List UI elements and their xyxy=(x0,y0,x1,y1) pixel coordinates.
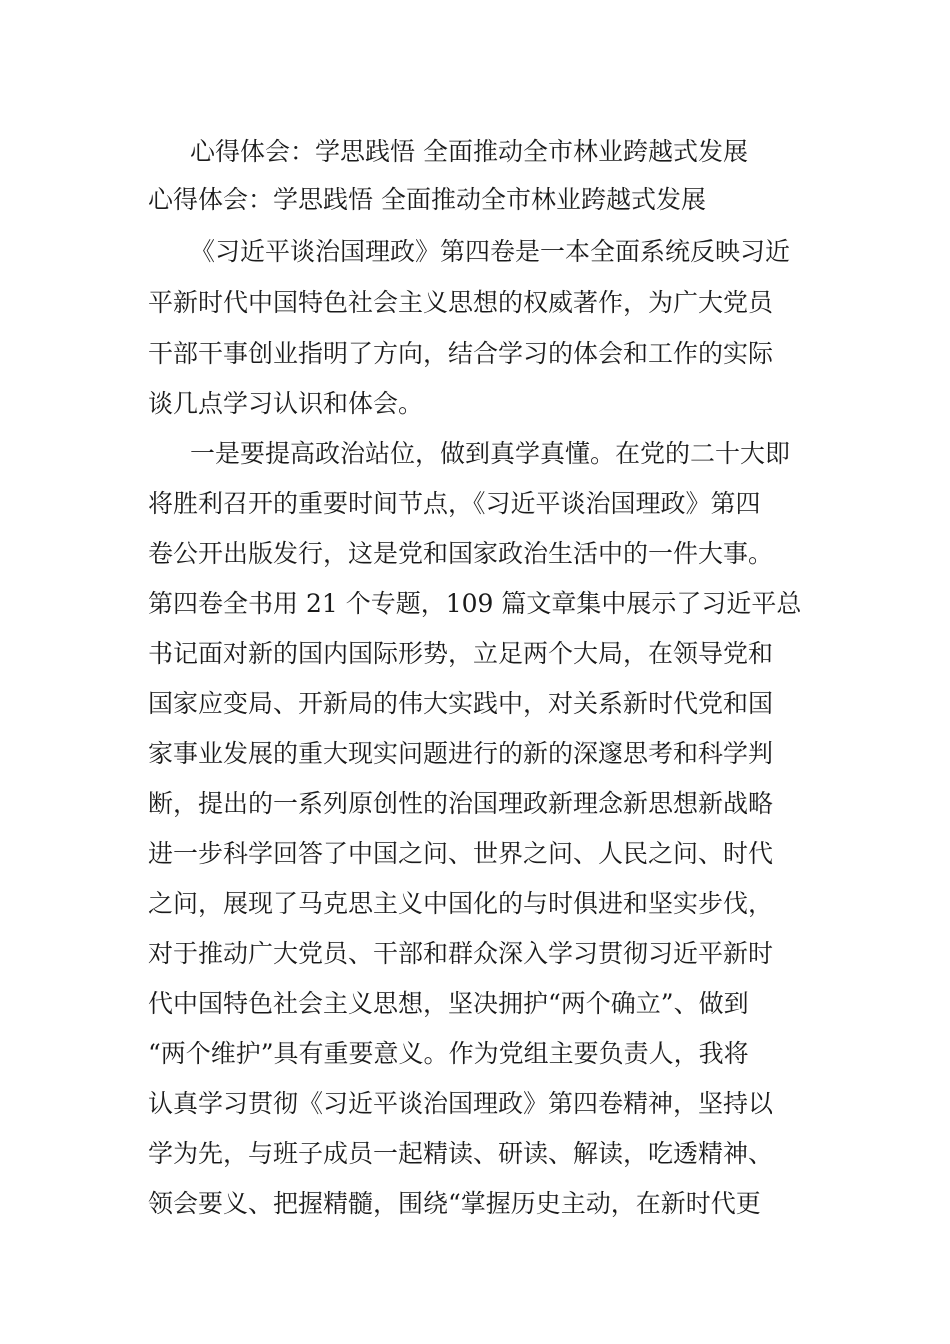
paragraph-line: 认真学习贯彻《习近平谈治国理政》第四卷精神，坚持以 xyxy=(148,1089,774,1118)
paragraph-line: 之问，展现了马克思主义中国化的与时俱进和坚实步伐， xyxy=(148,889,774,918)
paragraph-line: 一是要提高政治站位，做到真学真懂。在党的二十大即 xyxy=(190,439,791,468)
document-title-centered: 心得体会：学思践悟 全面推动全市林业跨越式发展 xyxy=(190,137,748,166)
paragraph-line: 平新时代中国特色社会主义思想的权威著作，为广大党员 xyxy=(148,288,774,317)
paragraph-line: 谈几点学习认识和体会。 xyxy=(148,389,424,418)
paragraph-line: 学为先，与班子成员一起精读、研读、解读，吃透精神、 xyxy=(148,1139,774,1168)
paragraph-line: 《习近平谈治国理政》第四卷是一本全面系统反映习近 xyxy=(190,237,791,266)
paragraph-line: 国家应变局、开新局的伟大实践中，对关系新时代党和国 xyxy=(148,689,774,718)
paragraph-line: 家事业发展的重大现实问题进行的新的深邃思考和科学判 xyxy=(148,739,774,768)
paragraph-line: “两个维护”具有重要意义。作为党组主要负责人，我将 xyxy=(148,1039,749,1068)
paragraph-line: 进一步科学回答了中国之问、世界之问、人民之问、时代 xyxy=(148,839,774,868)
paragraph-line: 卷公开出版发行，这是党和国家政治生活中的一件大事。 xyxy=(148,539,774,568)
paragraph-line: 领会要义、把握精髓，围绕“掌握历史主动，在新时代更 xyxy=(148,1189,761,1218)
paragraph-line: 书记面对新的国内国际形势，立足两个大局，在领导党和 xyxy=(148,639,774,668)
paragraph-line: 干部干事创业指明了方向，结合学习的体会和工作的实际 xyxy=(148,339,774,368)
paragraph-line: 代中国特色社会主义思想，坚决拥护“两个确立”、做到 xyxy=(148,989,749,1018)
document-title: 心得体会：学思践悟 全面推动全市林业跨越式发展 xyxy=(148,185,706,214)
paragraph-line: 将胜利召开的重要时间节点，《习近平谈治国理政》第四 xyxy=(148,489,761,518)
paragraph-line: 断，提出的一系列原创性的治国理政新理念新思想新战略 xyxy=(148,789,774,818)
paragraph-line: 对于推动广大党员、干部和群众深入学习贯彻习近平新时 xyxy=(148,939,774,968)
paragraph-line: 第四卷全书用 21 个专题，109 篇文章集中展示了习近平总 xyxy=(148,589,802,618)
